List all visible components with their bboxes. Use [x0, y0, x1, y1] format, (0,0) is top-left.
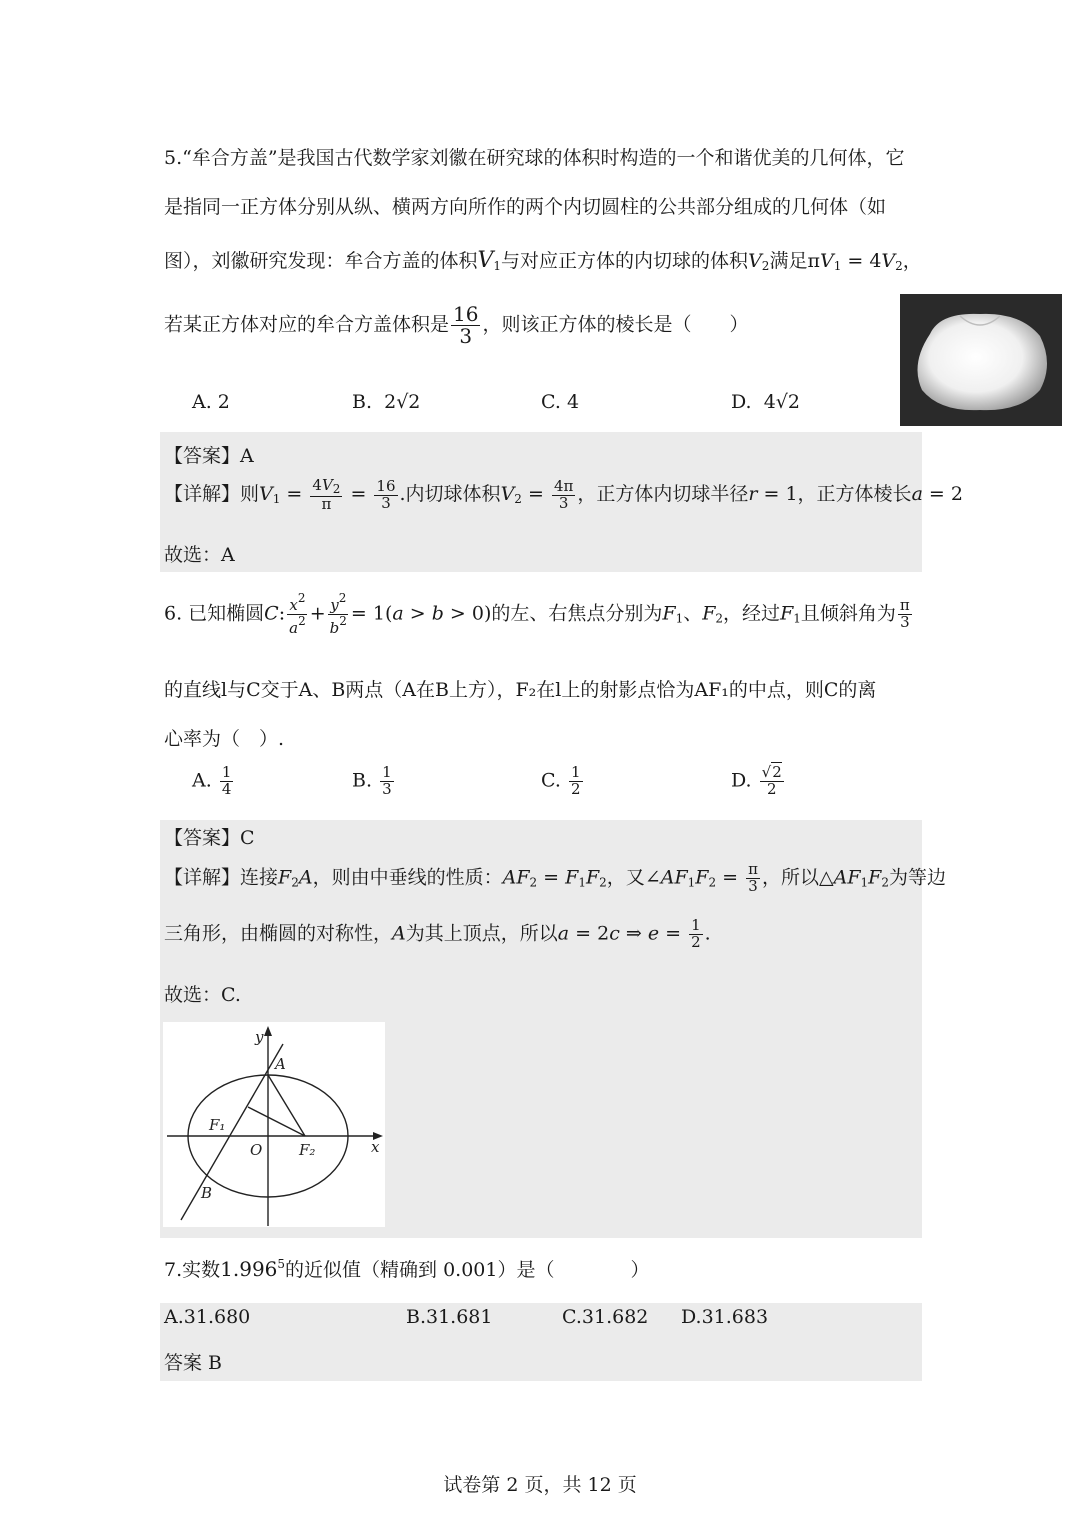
- q5-line4: 若某正方体对应的牟合方盖体积是 $\frac{16}{3}$ ，则该正方体的棱长是（ ）: [164, 302, 749, 348]
- q7-option-b: B.31.681: [406, 1306, 493, 1328]
- q6-detail-line1: 【详解】连接$F_2A$，则由中垂线的性质：$AF_2 = F_1F_2$，又$\angle AF_1F_2$ = $\frac{\pi}{3}$ ，所以$\triangle AF_1F_2$为等边: [164, 860, 946, 895]
- mouhe-fanggai-image: [900, 294, 1062, 426]
- q6-line3: 心率为（ ）.: [164, 728, 285, 750]
- figure-label-o: O: [250, 1141, 263, 1159]
- figure-label-f2: F₂: [299, 1141, 316, 1159]
- q6-detail-line2: 三角形，由椭圆的对称性，A为其上顶点，所以a = 2c ⇒ e = $\frac{1}{2}$ .: [164, 916, 711, 951]
- page-footer: 试卷第 2 页，共 12 页: [443, 1474, 637, 1496]
- q5-line1: 5.“牟合方盖”是我国古代数学家刘徽在研究球的体积时构造的一个和谐优美的几何体，它: [164, 147, 905, 169]
- q5-answer: 【答案】A: [164, 445, 254, 467]
- q5-option-d: D. 4√2: [731, 391, 800, 413]
- q5-conclusion: 故选：A: [164, 544, 235, 566]
- q5-option-b: B. 2√2: [352, 391, 421, 413]
- figure-label-f1: F₁: [209, 1116, 226, 1134]
- q6-answer: 【答案】C: [164, 827, 255, 849]
- figure-label-b: B: [201, 1184, 213, 1202]
- q5-option-a: A. 2: [192, 391, 230, 413]
- q5-option-c: C. 4: [541, 391, 580, 413]
- q7-option-c: C.31.682: [562, 1306, 649, 1328]
- q7-option-d: D.31.683: [681, 1306, 769, 1328]
- q5-detail: 【详解】则$V_1$ = $\frac{4V_2}{\pi}$ = $\frac{16}{3}$ .内切球体积$V_2$ = $\frac{4\pi}{3}$ ，正方体内切球半径r = 1，正方体棱长a = 2: [164, 476, 963, 513]
- ellipse-figure: [163, 1022, 385, 1227]
- q7-line1: 7.实数1.996$^5$的近似值（精确到 0.001）是（ ）: [164, 1257, 650, 1281]
- q6-option-d: D. $\frac{√2}{2}$: [731, 763, 782, 798]
- q5-line2: 是指同一正方体分别从纵、横两方向所作的两个内切圆柱的公共部分组成的几何体（如: [164, 196, 887, 218]
- q6-conclusion: 故选：C.: [164, 984, 241, 1006]
- figure-label-a: A: [275, 1055, 286, 1073]
- q5-line3: 图），刘徽研究发现：牟合方盖的体积$V_1$与对应正方体的内切球的体积$V_2$满足$\pi V_1 = 4V_2$，: [164, 248, 922, 273]
- q6-line2: 的直线l与C交于A、B两点（A在B上方），F₂在l上的射影点恰为AF₁的中点，则C的离: [164, 679, 877, 701]
- q7-option-a: A.31.680: [164, 1306, 251, 1328]
- figure-label-y: y: [255, 1028, 264, 1046]
- figure-label-x: x: [371, 1138, 380, 1156]
- q7-answer: 答案 B: [164, 1352, 223, 1374]
- q6-line1: 6. 已知椭圆C: $\frac{x^2}{a^2}$ + $\frac{y^2}{b^2}$ = 1(a > b > 0)的左、右焦点分别为$F_1$、$F_2$，经过$F_1$且倾斜角为 $\frac{\pi}{3}$: [164, 591, 910, 637]
- q6-option-a: A. $\frac{1}{4}$: [192, 763, 232, 798]
- q7-answer-panel: [160, 1303, 922, 1381]
- q6-option-c: C. $\frac{1}{2}$: [541, 763, 581, 798]
- q6-option-b: B. $\frac{1}{3}$: [352, 763, 392, 798]
